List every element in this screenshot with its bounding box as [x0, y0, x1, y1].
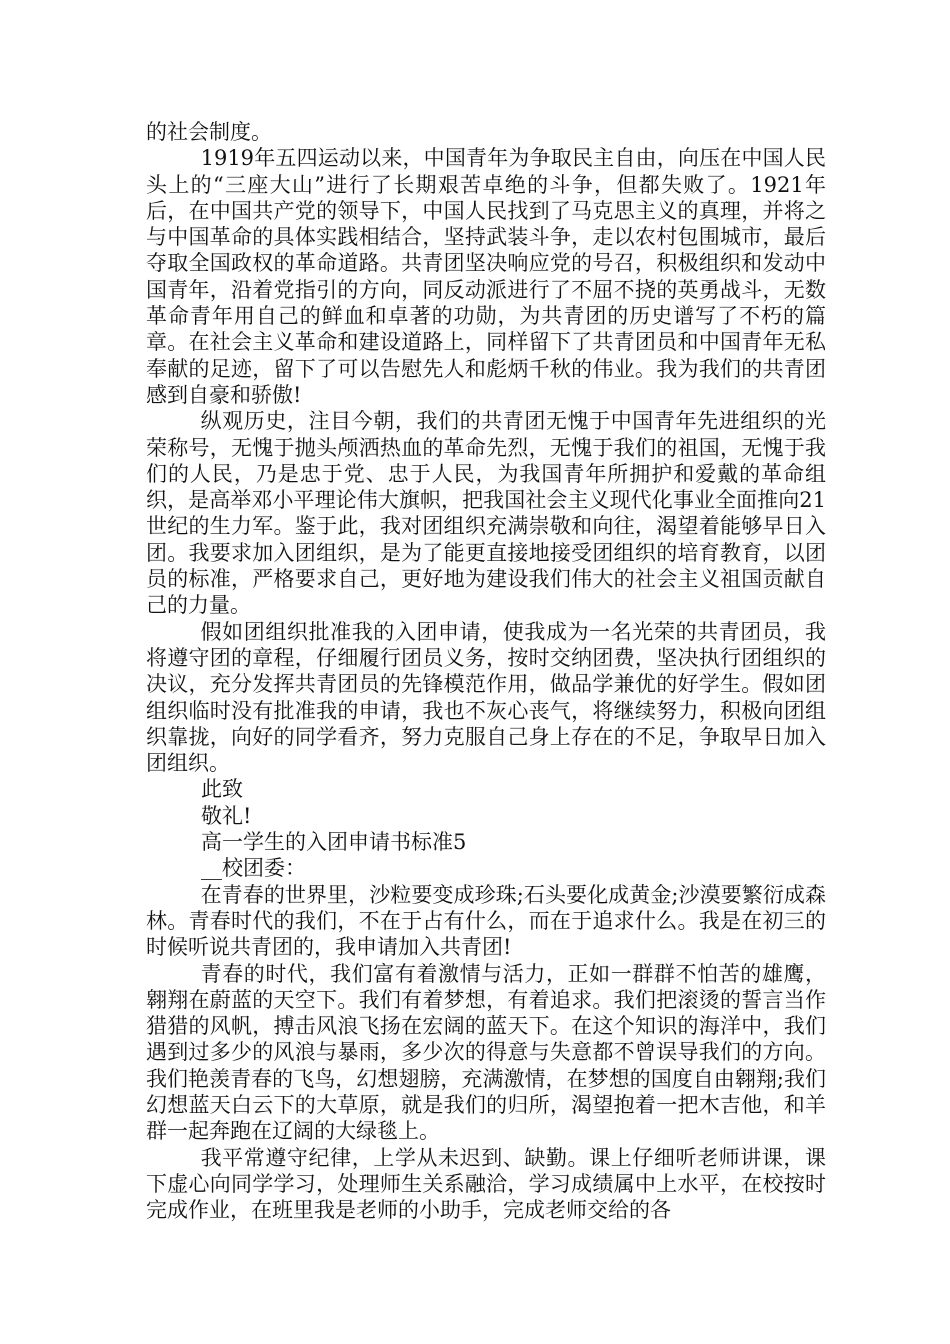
closing-salutation: 此致 — [201, 777, 243, 802]
paragraph-history: 1919年五四运动以来，中国青年为争取民主自由，向压在中国人民头上的“三座大山”进行了长期艰苦卓绝的斗争，但都失败了。1921年后，在中国共产党的领导下，中国人民找到了马克思主义的真理，并将之与中国革命的具体实践相结合，坚持武装斗争，走以农村包围城市，最后夺取全国政权的革命道路。共青团坚决响应党的号召，积极组织和发动中国青年，沿着党指引的方向，同反动派进行了不屈不挠的英勇战斗，无数革命青年用自己的鲜血和卓著的功勋，为共青团的历史谱写了不朽的篇章。在社会主义革命和建设道路上，同样留下了共青团员和中国青年无私奉献的足迹，留下了可以告慰先人和彪炳千秋的伟业。我为我们的共青团感到自豪和骄傲! — [146, 146, 826, 407]
paragraph-youth-world: 在青春的世界里，沙粒要变成珍珠;石头要化成黄金;沙漠要繁衍成森林。青春时代的我们，不在于占有什么，而在于追求什么。我是在初三的时候听说共青团的，我申请加入共青团! — [146, 882, 826, 960]
paragraph-present: 纵观历史，注目今朝，我们的共青团无愧于中国青年先进组织的光荣称号，无愧于抛头颅洒热血的革命先烈，无愧于我们的祖国，无愧于我们的人民，乃是忠于党、忠于人民，为我国青年所拥护和爱戴的革命组织，是高举邓小平理论伟大旗帜，把我国社会主义现代化事业全面推向21世纪的生力军。鉴于此，我对团组织充满崇敬和向往，渴望着能够早日入团。我要求加入团组织，是为了能更直接地接受团组织的培育教育，以团员的标准，严格要求自己，更好地为建设我们伟大的社会主义祖国贡献自己的力量。 — [146, 409, 826, 618]
paragraph-continuation: 的社会制度。 — [146, 120, 272, 144]
section-heading: 高一学生的入团申请书标准5 — [201, 830, 467, 855]
paragraph-commitment: 假如团组织批准我的入团申请，使我成为一名光荣的共青团员，我将遵守团的章程，仔细履行团员义务，按时交纳团费，坚决执行团组织的决议，充分发挥共青团员的先锋模范作用，做品学兼优的好学生。假如团组织临时没有批准我的申请，我也不灰心丧气，将继续努力，积极向团组织靠拢，向好的同学看齐，努力克服自己身上存在的不足，争取早日加入团组织。 — [146, 619, 826, 776]
paragraph-discipline: 我平常遵守纪律，上学从未迟到、缺勤。课上仔细听老师讲课，课下虚心向同学学习，处理师生关系融洽，学习成绩属中上水平，在校按时完成作业，在班里我是老师的小助手，完成老师交给的各 — [146, 1145, 826, 1223]
closing-regards: 敬礼! — [201, 803, 252, 828]
document-body — [146, 119, 826, 1223]
paragraph-youth-era: 青春的时代，我们富有着激情与活力，正如一群群不怕苦的雄鹰，翱翔在蔚蓝的天空下。我们有着梦想，有着追求。我们把滚烫的誓言当作猎猎的风帆，搏击风浪飞扬在宏阔的蓝天下。在这个知识的海洋中，我们遇到过多少的风浪与暴雨，多少次的得意与失意都不曾误导我们的方向。我们艳羡青春的飞鸟，幻想翅膀，充满激情，在梦想的国度自由翱翔;我们幻想蓝天白云下的大草原，就是我们的归所，渴望抱着一把木吉他，和羊群一起奔跑在辽阔的大绿毯上。 — [146, 961, 826, 1144]
letter-addressee: __校团委： — [201, 856, 306, 881]
